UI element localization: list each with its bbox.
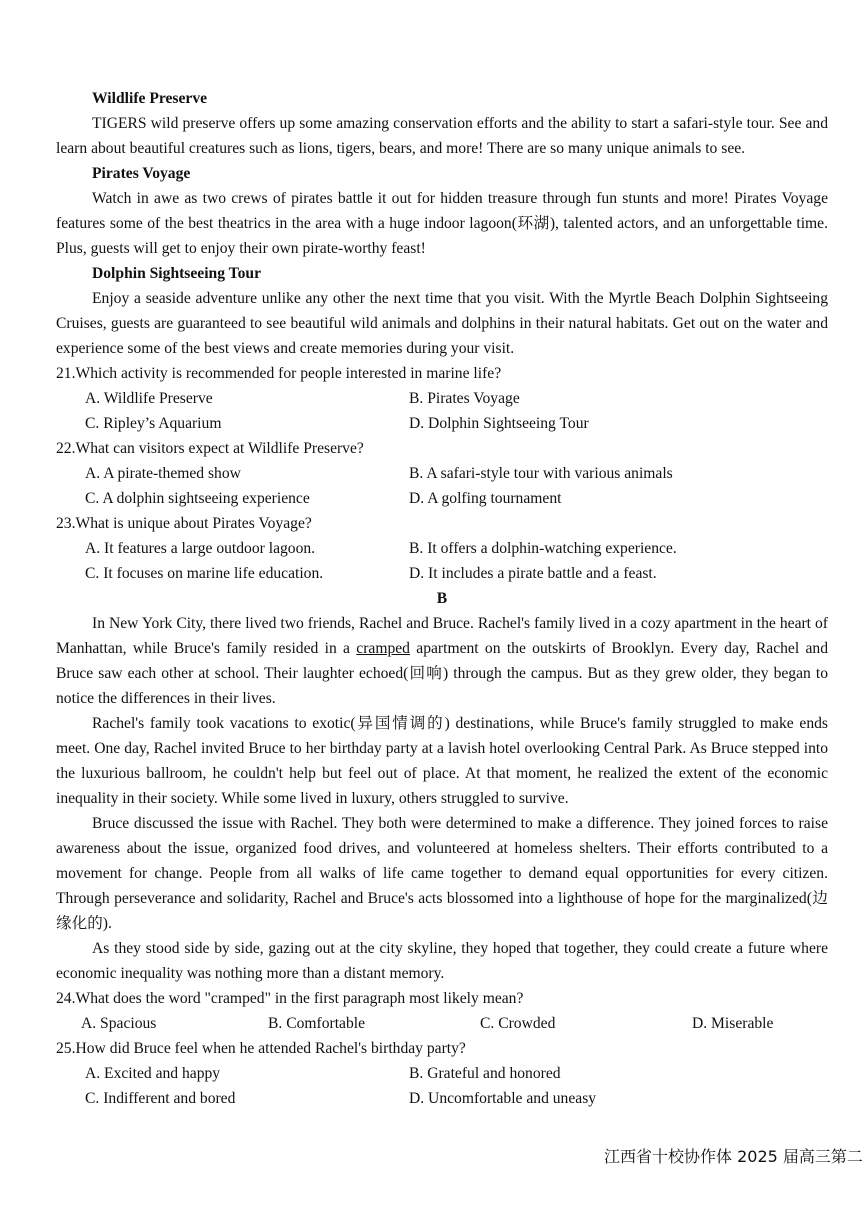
option-24-a: A. Spacious	[81, 1015, 157, 1032]
passage-b-paragraph-2	[56, 711, 828, 811]
option-21-c: C. Ripley’s Aquarium	[85, 415, 222, 432]
question-23-options-row1	[56, 536, 828, 561]
question-21: 21.Which activity is recommended for people interested in marine life?	[56, 365, 502, 382]
option-21-d: D. Dolphin Sightseeing Tour	[409, 415, 589, 432]
passage-b-paragraph-4	[56, 936, 828, 986]
option-23-d: D. It includes a pirate battle and a feast.	[409, 565, 657, 582]
option-22-c: C. A dolphin sightseeing experience	[85, 490, 310, 507]
option-24-c: C. Crowded	[480, 1015, 556, 1032]
p1-text-after: apartment on the outskirts of Brooklyn. Every day, Rachel and Bruce saw each other at school. Their laughter echoed(回响) through the campus. But as they grew older, they began to notice the differences in their lives.	[56, 640, 828, 707]
option-24-b: B. Comfortable	[268, 1015, 366, 1032]
option-21-a: A. Wildlife Preserve	[85, 390, 213, 407]
page-content	[56, 86, 828, 1111]
wildlife-heading: Wildlife Preserve	[92, 90, 208, 107]
option-23-a: A. It features a large outdoor lagoon.	[85, 540, 316, 557]
option-22-d: D. A golfing tournament	[409, 490, 562, 507]
question-22: 22.What can visitors expect at Wildlife Preserve?	[56, 440, 364, 457]
wildlife-text: TIGERS wild preserve offers up some amazing conservation efforts and the ability to start a safari-style tour. See and learn about beautiful creatures such as lions, tigers, bears, and more! There are so many unique animals to see.	[56, 115, 828, 157]
question-25: 25.How did Bruce feel when he attended Rachel's birthday party?	[56, 1040, 466, 1057]
pirates-heading: Pirates Voyage	[92, 165, 191, 182]
dolphin-text: Enjoy a seaside adventure unlike any other the next time that you visit. With the Myrtle Beach Dolphin Sightseeing Cruises, guests are guaranteed to see beautiful wild animals and dolphins in their natural habitats. Get out on the water and experience some of the best views and create memories during your visit.	[56, 290, 828, 357]
page-footer: 江西省十校协作体 2025 届高三第二	[604, 1147, 863, 1166]
passage-b-p3: Bruce discussed the issue with Rachel. They both were determined to make a difference. They joined forces to raise awareness about the issue, organized food drives, and volunteered at homeless shelters. Their efforts contributed to a movement for change. People from all walks of life came together to demand equal opportunities for every citizen. Through perseverance and solidarity, Rachel and Bruce's acts blossomed into a lighthouse of hope for the marginalized(边缘化的).	[56, 815, 828, 932]
question-21-options-row2	[56, 411, 828, 436]
question-22-options-row1	[56, 461, 828, 486]
question-23-options-row2	[56, 561, 828, 586]
question-25-options-row2	[56, 1086, 828, 1111]
question-24-options	[56, 1011, 828, 1036]
option-24-d: D. Miserable	[692, 1015, 774, 1032]
question-23: 23.What is unique about Pirates Voyage?	[56, 515, 312, 532]
option-21-b: B. Pirates Voyage	[409, 390, 520, 407]
question-25-options-row1	[56, 1061, 828, 1086]
passage-b-p4: As they stood side by side, gazing out at the city skyline, they hoped that together, they could create a future where economic inequality was nothing more than a distant memory.	[56, 940, 828, 982]
passage-b-p2: Rachel's family took vacations to exotic(异国情调的) destinations, while Bruce's family struggled to make ends meet. One day, Rachel invited Bruce to her birthday party at a lavish hotel overlooking Central Park. As Bruce stepped into the luxurious ballroom, he couldn't help but feel out of place. At that moment, he realized the extent of the economic inequality in their society. While some lived in luxury, others struggled to survive.	[56, 715, 828, 807]
option-22-b: B. A safari-style tour with various animals	[409, 465, 673, 482]
question-21-options-row1	[56, 386, 828, 411]
pirates-paragraph	[56, 186, 828, 261]
p1-text-before: In New York City, there lived two friends, Rachel and Bruce. Rachel's family lived in a cozy apartment in the heart of Manhattan, while Bruce's family resided in a	[56, 615, 828, 657]
wildlife-paragraph	[56, 111, 828, 161]
pirates-text: Watch in awe as two crews of pirates battle it out for hidden treasure through fun stunts and more! Pirates Voyage features some of the best theatrics in the area with a huge indoor lagoon(环湖), talented actors, and an unforgettable time. Plus, guests will get to enjoy their own pirate-worthy feast!	[56, 190, 828, 257]
option-22-a: A. A pirate-themed show	[85, 465, 241, 482]
option-23-b: B. It offers a dolphin-watching experience.	[409, 540, 677, 557]
option-25-b: B. Grateful and honored	[409, 1065, 561, 1082]
passage-b-paragraph-1	[56, 611, 828, 711]
underlined-word-cramped: cramped	[356, 640, 410, 657]
dolphin-paragraph	[56, 286, 828, 361]
question-24: 24.What does the word "cramped" in the first paragraph most likely mean?	[56, 990, 524, 1007]
passage-b-p1	[56, 611, 828, 711]
dolphin-heading: Dolphin Sightseeing Tour	[92, 265, 261, 282]
option-25-a: A. Excited and happy	[85, 1065, 221, 1082]
option-23-c: C. It focuses on marine life education.	[85, 565, 324, 582]
option-25-c: C. Indifferent and bored	[85, 1090, 236, 1107]
passage-b-paragraph-3	[56, 811, 828, 936]
section-b-label: B	[436, 590, 448, 607]
question-22-options-row2	[56, 486, 828, 511]
option-25-d: D. Uncomfortable and uneasy	[409, 1090, 597, 1107]
